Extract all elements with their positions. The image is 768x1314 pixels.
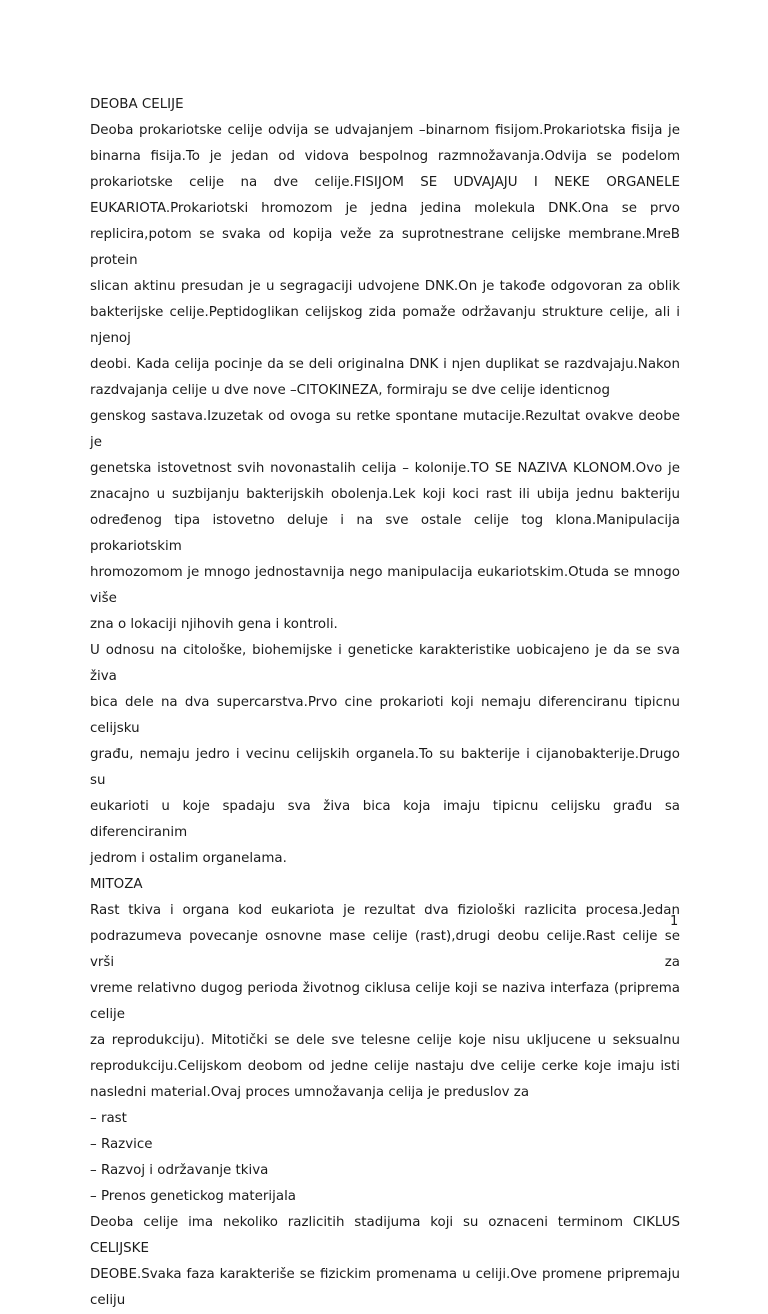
text-line: – Razvice xyxy=(90,1137,153,1152)
text-line: bakterijske celije.Peptidoglikan celijskog zida pomaže održavanju strukture celije, ali i njenoj xyxy=(90,305,680,346)
text-line: bica dele na dva supercarstva.Prvo cine prokarioti koji nemaju diferenciranu tipicnu celijsku xyxy=(90,695,680,736)
text-line: podrazumeva povecanje osnovne mase celije (rast),drugi deobu celije.Rast celije se vrši za xyxy=(90,929,680,970)
text-line: određenog tipa istovetno deluje i na sve ostale celije tog klona.Manipulacija prokariotskim xyxy=(90,513,680,554)
text-line: razdvajanja celije u dve nove –CITOKINEZA, formiraju se dve celije identicnog xyxy=(90,383,610,398)
text-line: replicira,potom se svaka od kopija veže za suprotnestrane celijske membrane.MreB protein xyxy=(90,227,680,268)
text-line: Deoba celije ima nekoliko razlicitih stadijuma koji su oznaceni terminom CIKLUS CELIJSKE xyxy=(90,1215,680,1256)
text-line: Deoba prokariotske celije odvija se udvajanjem –binarnom fisijom.Prokariotska fisija je xyxy=(90,123,680,138)
text-line: – Prenos genetickog materijala xyxy=(90,1189,296,1204)
text-line: – rast xyxy=(90,1111,127,1126)
text-line: Rast tkiva i organa kod eukariota je rezultat dva fiziološki razlicita procesa.Jedan xyxy=(90,903,680,918)
page-number: 1 xyxy=(670,914,679,929)
text-line: građu, nemaju jedro i vecinu celijskih organela.To su bakterije i cijanobakterije.Drugo su xyxy=(90,747,680,788)
text-line: nasledni material.Ovaj proces umnožavanja celija je preduslov za xyxy=(90,1085,530,1100)
text-line: jedrom i ostalim organelama. xyxy=(90,851,287,866)
text-line: genskog sastava.Izuzetak od ovoga su retke spontane mutacije.Rezultat ovakve deobe je xyxy=(90,409,680,450)
text-line: binarna fisija.To je jedan od vidova bespolnog razmnožavanja.Odvija se podelom xyxy=(90,149,680,164)
text-line: reprodukciju.Celijskom deobom od jedne celije nastaju dve celije cerke koje imaju isti xyxy=(90,1059,680,1074)
text-line: prokariotske celije na dve celije.FISIJOM SE UDVAJAJU I NEKE ORGANELE xyxy=(90,175,680,190)
text-line: hromozomom je mnogo jednostavnija nego manipulacija eukariotskim.Otuda se mnogo više xyxy=(90,565,680,606)
heading-mitoza: MITOZA xyxy=(90,877,143,892)
text-line: zna o lokaciji njihovih gena i kontroli. xyxy=(90,617,338,632)
text-line: za reprodukciju). Mitotički se dele sve telesne celije koje nisu ukljucene u seksualnu xyxy=(90,1033,680,1048)
text-line: deobi. Kada celija pocinje da se deli originalna DNK i njen duplikat se razdvajaju.Nakon xyxy=(90,357,680,372)
text-line: DEOBE.Svaka faza karakteriše se fizickim promenama u celiji.Ove promene pripremaju celiju xyxy=(90,1267,680,1308)
text-line: genetska istovetnost svih novonastalih celija – kolonije.TO SE NAZIVA KLONOM.Ovo je xyxy=(90,461,680,476)
text-line: znacajno u suzbijanju bakterijskih obolenja.Lek koji koci rast ili ubija jednu bakteriju xyxy=(90,487,680,502)
text-line: EUKARIOTA.Prokariotski hromozom je jedna jedina molekula DNK.Ona se prvo xyxy=(90,201,680,216)
heading-deoba-celije: DEOBA CELIJE xyxy=(90,97,184,112)
text-line: – Razvoj i održavanje tkiva xyxy=(90,1163,269,1178)
text-line: U odnosu na citološke, biohemijske i geneticke karakteristike uobicajeno je da se sva živa xyxy=(90,643,680,684)
text-line: eukarioti u koje spadaju sva živa bica koja imaju tipicnu celijsku građu sa diferenciranim xyxy=(90,799,680,840)
text-line: vreme relativno dugog perioda životnog ciklusa celije koji se naziva interfaza (priprema celije xyxy=(90,981,680,1022)
text-line: slican aktinu presudan je u segragaciji udvojene DNK.On je takođe odgovoran za oblik xyxy=(90,279,680,294)
document-body xyxy=(90,92,680,1314)
